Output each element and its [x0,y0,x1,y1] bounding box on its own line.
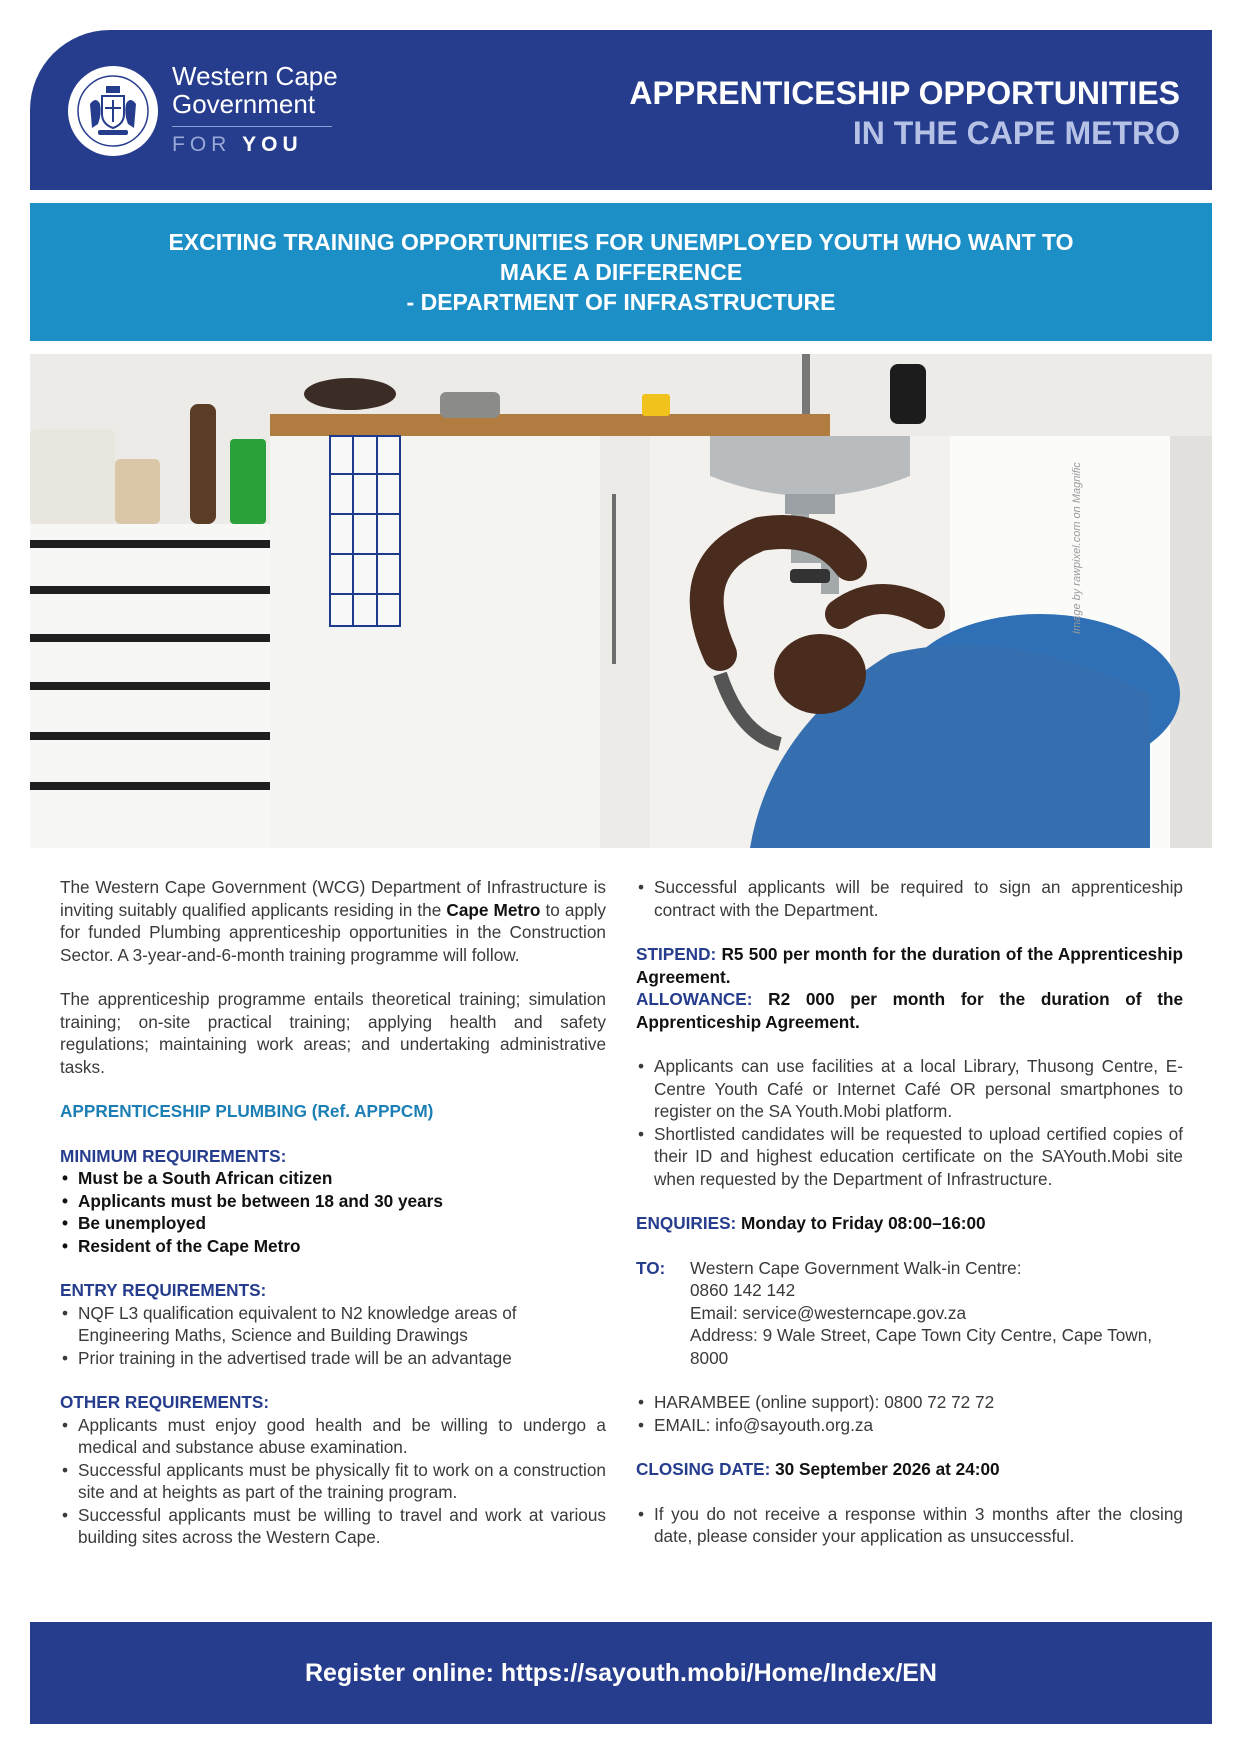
header-bar [30,30,1212,190]
banner-line2: MAKE A DIFFERENCE [499,259,743,285]
plumber-photo [30,354,1212,848]
other-requirements-heading: OTHER REQUIREMENTS: [60,1392,270,1412]
page-title [629,73,1180,153]
programme-paragraph: The apprenticeship programme entails theoretical training; simulation training; on-site practical training; applying health and safety regulations; maintaining work areas; and undertaking administrative tasks. [60,989,606,1077]
list-item: • Prior training in the advertised trade will be an advantage [60,1347,606,1370]
contract-list [636,876,1183,921]
tagline-you: YOU [242,133,303,156]
brand-block [172,62,338,157]
photo-credit: Image by rawpixel.com on Magnific [1071,462,1083,634]
list-item: • Applicants must be between 18 and 30 years [60,1190,606,1213]
list-item: • Applicants must enjoy good health and be willing to undergo a medical and substance abuse examination. [60,1414,606,1459]
list-item: • Applicants can use facilities at a local Library, Thusong Centre, E-Centre Youth Café or Internet Café OR personal smartphones to register on the SA Youth.Mobi platform. [636,1055,1183,1123]
intro-cape-metro: Cape Metro [446,899,541,920]
stipend-text: R5 500 per month for the duration of the Apprenticeship Agreement. [636,944,1183,987]
page-title-line1: APPRENTICESHIP OPPORTUNITIES [629,75,1180,111]
enquiries-line [636,1212,1183,1235]
minimum-requirements-list [60,1167,606,1257]
entry-requirements-heading: ENTRY REQUIREMENTS: [60,1280,267,1300]
contact-block [636,1257,1183,1370]
closing-text: 30 September 2026 at 24:00 [770,1459,1000,1479]
closing-label: CLOSING DATE: [636,1459,771,1479]
list-item: • Shortlisted candidates will be requested to upload certified copies of their ID and highest education certificate on the SAYouth.Mobi site when requested by the Department of Infrastructure. [636,1123,1183,1191]
entry-requirements-list [60,1302,606,1370]
list-item: • Must be a South African citizen [60,1167,606,1190]
right-column [636,876,1183,1548]
register-footer [30,1622,1212,1724]
contact-phone: 0860 142 142 [690,1280,796,1300]
list-item: • NQF L3 qualification equivalent to N2 knowledge areas of Engineering Maths, Science and Building Drawings [60,1302,606,1347]
allowance-line [636,988,1183,1033]
banner-line3: - DEPARTMENT OF INFRASTRUCTURE [406,289,836,315]
subtitle-banner [30,203,1212,341]
brand-name-line2: Government [172,89,316,119]
enquiries-text: Monday to Friday 08:00–16:00 [736,1213,986,1233]
allowance-text: R2 000 per month for the duration of the Apprenticeship Agreement. [636,989,1183,1032]
support-list [636,1391,1183,1436]
to-label: TO: [636,1257,666,1278]
contact-email: Email: service@westerncape.gov.za [690,1302,967,1323]
enquiries-label: ENQUIRIES: [636,1213,737,1233]
list-item: • Successful applicants must be willing to travel and work at various building sites across the Western Cape. [60,1504,606,1549]
intro-text-a: The Western Cape Government (WCG) Department of Infrastructure is inviting suitably qualified applicants residing in the [60,877,606,920]
stipend-label: STIPEND: [636,944,717,964]
list-item: • Successful applicants will be required to sign an apprenticeship contract with the Department. [636,876,1183,921]
page-title-line2: IN THE CAPE METRO [852,115,1180,151]
brand-divider [172,126,332,127]
brand-tagline [172,133,338,157]
coat-of-arms-logo [68,66,158,156]
contact-address: Address: 9 Wale Street, Cape Town City Centre, Cape Town, 8000 [690,1325,1153,1368]
contact-line: Western Cape Government Walk-in Centre: [690,1257,1022,1278]
list-item: • Successful applicants must be physically fit to work on a construction site and at heights as part of the training program. [60,1459,606,1504]
post-title: APPRENTICESHIP PLUMBING (Ref. APPPCM) [60,1101,434,1121]
banner-line1: EXCITING TRAINING OPPORTUNITIES FOR UNEMPLOYED YOUTH WHO WANT TO [168,229,1074,255]
stipend-line [636,943,1183,988]
contact-lines [690,1257,1183,1370]
intro-text-b: to apply for funded Plumbing apprenticeship opportunities in the Construction Sector. A 3-year-and-6-month training programme will follow. [60,899,606,965]
left-column [60,876,606,1549]
intro-paragraph [60,876,606,966]
list-item: • HARAMBEE (online support): 0800 72 72 72 [636,1391,1183,1414]
list-item: • Resident of the Cape Metro [60,1235,606,1258]
minimum-requirements-heading: MINIMUM REQUIREMENTS: [60,1145,287,1166]
list-item: • EMAIL: info@sayouth.org.za [636,1414,1183,1437]
list-item: • Be unemployed [60,1212,606,1235]
register-link[interactable]: Register online: https://sayouth.mobi/Home/Index/EN [304,1659,937,1687]
note-list [636,1503,1183,1548]
other-requirements-list [60,1414,606,1549]
tagline-for: FOR [172,133,232,156]
closing-date-line [636,1458,1183,1481]
allowance-label: ALLOWANCE: [636,989,753,1009]
application-list [636,1055,1183,1190]
list-item: • If you do not receive a response within 3 months after the closing date, please consider your application as unsuccessful. [636,1503,1183,1548]
brand-name-line1: Western Cape [172,61,338,91]
